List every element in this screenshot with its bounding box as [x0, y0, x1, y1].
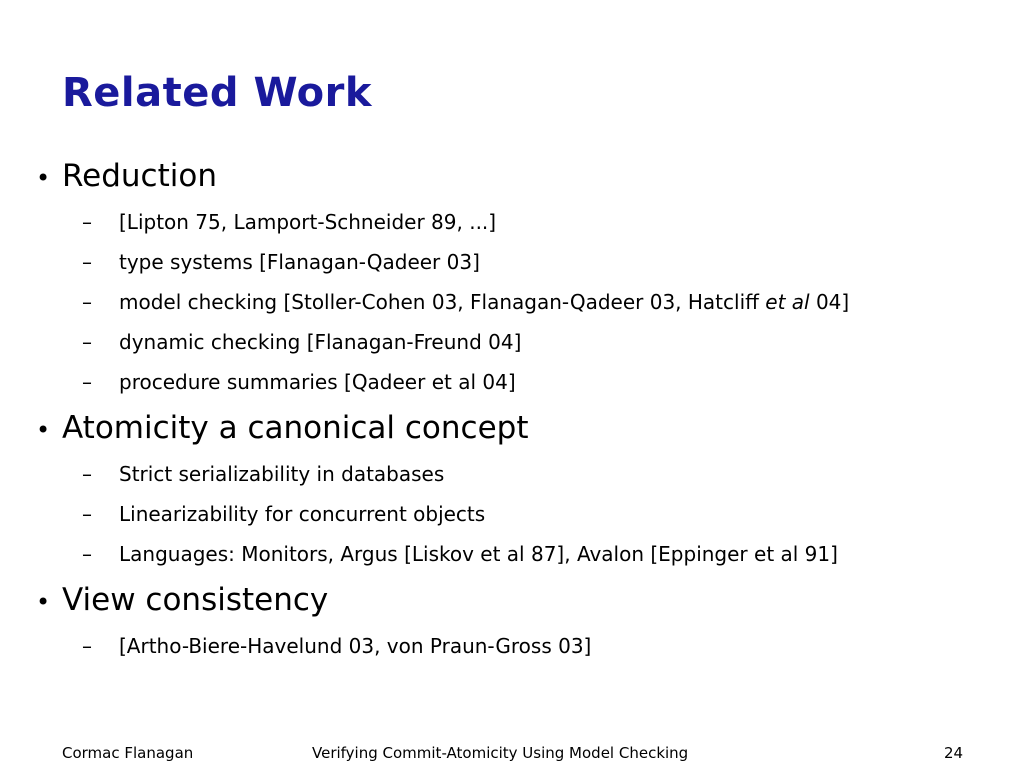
- sub-item: [36, 454, 1016, 494]
- sub-item: [36, 534, 1016, 574]
- sub-item: [36, 362, 1016, 402]
- text-run: [Artho-Biere-Havelund 03, von Praun-Gross 03]: [119, 634, 592, 658]
- text-run: procedure summaries [Qadeer et al 04]: [119, 370, 516, 394]
- sub-item: [36, 626, 1016, 666]
- sub-item-text: [119, 454, 444, 494]
- dash-icon: –: [82, 634, 92, 658]
- text-run: type systems [Flanagan-Qadeer 03]: [119, 250, 480, 274]
- sub-item-text: [119, 242, 480, 282]
- section-reduction: [36, 156, 1016, 402]
- text-run: dynamic checking [Flanagan-Freund 04]: [119, 330, 522, 354]
- dash-icon: –: [82, 330, 92, 354]
- sub-item-text: [119, 534, 838, 574]
- italic-text: et al: [765, 290, 810, 314]
- sub-item-text: [119, 282, 849, 322]
- text-run: model checking [Stoller-Cohen 03, Flanagan-Qadeer 03, Hatcliff: [119, 290, 766, 314]
- sub-item-text: [119, 494, 485, 534]
- bullet-heading: Reduction: [62, 158, 217, 194]
- sub-list: [36, 454, 1016, 574]
- dash-icon: –: [82, 502, 92, 526]
- slide-title: Related Work: [62, 70, 372, 116]
- sub-item-text: [119, 626, 591, 666]
- footer-page-number: 24: [944, 744, 964, 762]
- section-view-consistency: [36, 580, 1016, 666]
- dash-icon: –: [82, 462, 92, 486]
- sub-item: [36, 202, 1016, 242]
- dash-icon: –: [82, 210, 92, 234]
- sub-item-text: [119, 362, 516, 402]
- bullet-item: [36, 156, 1016, 198]
- sub-item-text: [119, 202, 496, 242]
- sub-item: [36, 494, 1016, 534]
- bullet-heading: View consistency: [62, 582, 329, 618]
- bullet-item: [36, 580, 1016, 622]
- text-run: Strict serializability in databases: [119, 462, 445, 486]
- dash-icon: –: [82, 250, 92, 274]
- section-atomicity: [36, 408, 1016, 574]
- text-run: [Lipton 75, Lamport-Schneider 89, ...]: [119, 210, 497, 234]
- sub-item-text: [119, 322, 521, 362]
- sub-list: [36, 202, 1016, 402]
- text-run: 04]: [809, 290, 850, 314]
- bullet-icon: •: [36, 416, 51, 444]
- sub-item: [36, 322, 1016, 362]
- sub-item: [36, 242, 1016, 282]
- footer-talk-title: Verifying Commit-Atomicity Using Model Checking: [312, 744, 689, 762]
- text-run: Languages: Monitors, Argus [Liskov et al 87], Avalon [Eppinger et al 91]: [119, 542, 838, 566]
- dash-icon: –: [82, 542, 92, 566]
- dash-icon: –: [82, 370, 92, 394]
- slide-content: [36, 150, 1016, 672]
- dash-icon: –: [82, 290, 92, 314]
- bullet-icon: •: [36, 164, 51, 192]
- bullet-heading: Atomicity a canonical concept: [62, 410, 529, 446]
- sub-item: [36, 282, 1016, 322]
- text-run: Linearizability for concurrent objects: [119, 502, 486, 526]
- bullet-icon: •: [36, 588, 51, 616]
- sub-list: [36, 626, 1016, 666]
- bullet-item: [36, 408, 1016, 450]
- footer-author: Cormac Flanagan: [62, 744, 194, 762]
